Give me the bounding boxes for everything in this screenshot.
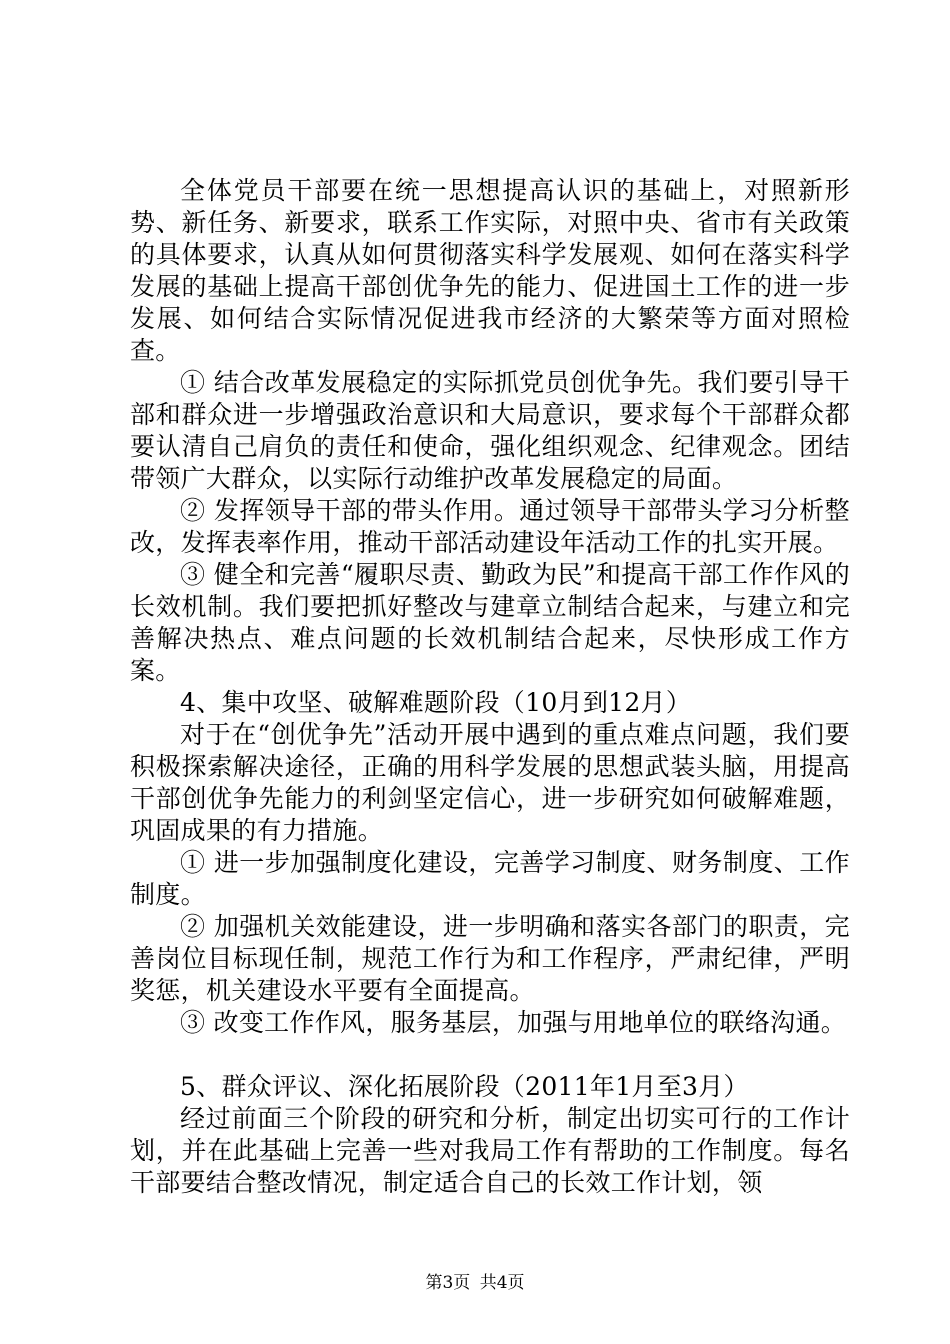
paragraph-spacer [130, 1039, 850, 1071]
paragraph-section-4: 对于在“创优争先”活动开展中遇到的重点难点问题，我们要积极探索解决途径，正确的用科学发展的思想武装头脑，用提高干部创优争先能力的利剑坚定信心，进一步研究如何破解难题，巩固成果的有力措施。 [130, 720, 850, 845]
paragraph-section-4-item-1: ① 进一步加强制度化建设，完善学习制度、财务制度、工作制度。 [130, 848, 850, 909]
page-footer [0, 1272, 950, 1294]
paragraph-item-3: ③ 健全和完善“履职尽责、勤政为民”和提高干部工作作风的长效机制。我们要把抓好整改与建章立制结合起来，与建立和完善解决热点、难点问题的长效机制结合起来，尽快形成工作方案。 [130, 560, 850, 685]
page-total: 共4页 [479, 1273, 525, 1293]
paragraph-item-1: ① 结合改革发展稳定的实际抓党员创优争先。我们要引导干部和群众进一步增强政治意识和大局意识，要求每个干部群众都要认清自己肩负的责任和使命，强化组织观念、纪律观念。团结带领广大群众，以实际行动维护改革发展稳定的局面。 [130, 368, 850, 493]
page-number: 第3页 [425, 1273, 471, 1293]
paragraph-section-4-item-3: ③ 改变工作作风，服务基层，加强与用地单位的联络沟通。 [180, 1008, 847, 1037]
paragraph-section-4-item-2: ② 加强机关效能建设，进一步明确和落实各部门的职责，完善岗位目标现任制，规范工作行为和工作程序，严肃纪律，严明奖惩，机关建设水平要有全面提高。 [130, 912, 850, 1005]
section-heading-5: 5、群众评议、深化拓展阶段（2011年1月至3月） [180, 1072, 749, 1101]
paragraph-section-5: 经过前面三个阶段的研究和分析，制定出切实可行的工作计划，并在此基础上完善一些对我局工作有帮助的工作制度。每名干部要结合整改情况，制定适合自己的长效工作计划，领 [130, 1104, 850, 1197]
section-heading-4: 4、集中攻坚、破解难题阶段（10月到12月） [180, 688, 692, 717]
paragraph-item-2: ② 发挥领导干部的带头作用。通过领导干部带头学习分析整改，发挥表率作用，推动干部活动建设年活动工作的扎实开展。 [130, 496, 850, 557]
paragraph-intro: 全体党员干部要在统一思想提高认识的基础上，对照新形势、新任务、新要求，联系工作实际，对照中央、省市有关政策的具体要求，认真从如何贯彻落实科学发展观、如何在落实科学发展的基础上提高干部创优争先的能力、促进国土工作的进一步发展、如何结合实际情况促进我市经济的大繁荣等方面对照检查。 [130, 176, 850, 365]
document-body [130, 175, 850, 1199]
